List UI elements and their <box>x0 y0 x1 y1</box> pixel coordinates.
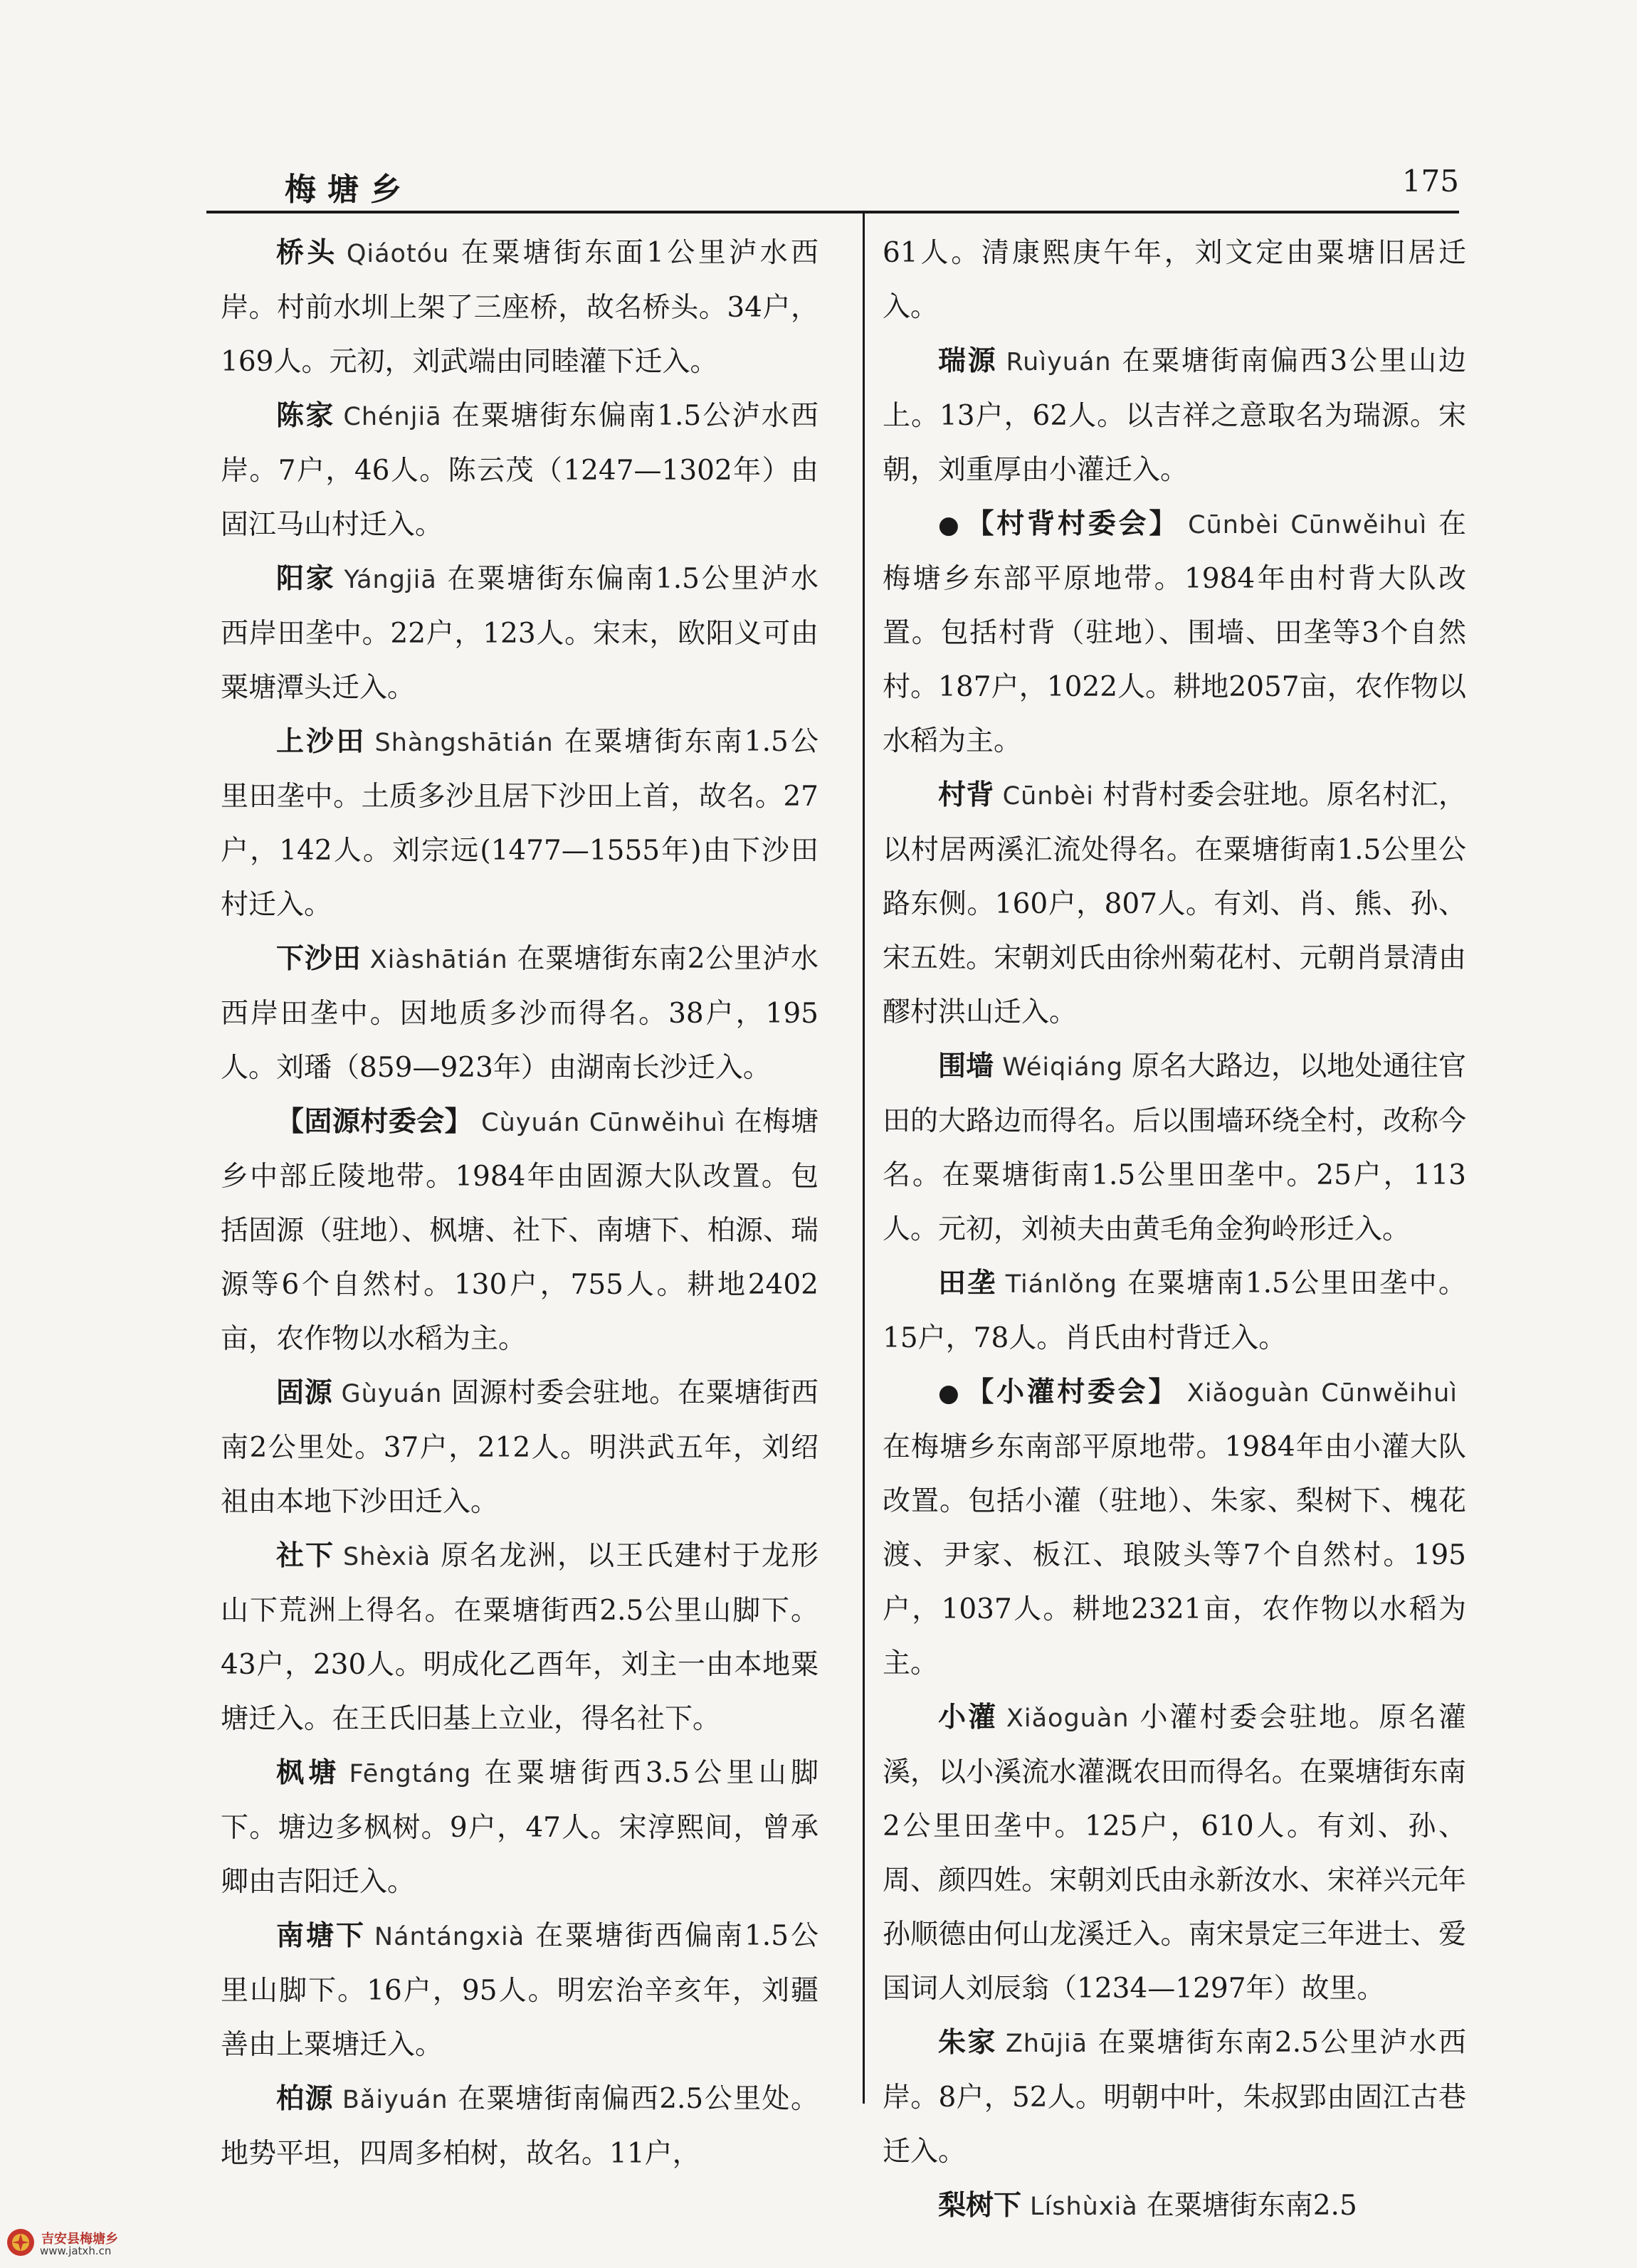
entry-pinyin: Líshùxià <box>1030 2193 1138 2221</box>
entry-pinyin: Chénjiā <box>343 403 442 431</box>
entry <box>883 226 1466 334</box>
entry <box>221 2072 818 2181</box>
entry-pinyin: Nántángxià <box>374 1923 525 1951</box>
entry-name: 社下 <box>276 1540 335 1572</box>
entry-pinyin: Cūnbèi Cūnwěihuì <box>1188 511 1428 539</box>
entry <box>883 769 1466 1040</box>
entry-text: 在粟塘街东南2公里泸水西岸田垄中。因地质多沙而得名。38户，195人。刘璠（859—923年）由湖南长沙迁入。 <box>221 943 818 1084</box>
entry-pinyin: Xiǎoguàn <box>1006 1704 1130 1733</box>
entry-name: 梨树下 <box>938 2190 1022 2222</box>
entry <box>883 1040 1466 1257</box>
entry-pinyin: Wéiqiáng <box>1002 1053 1123 1082</box>
watermark-title: 吉安县梅塘乡 <box>41 2232 118 2247</box>
entry-pinyin: Shàngshātián <box>374 729 554 757</box>
entry <box>221 932 818 1095</box>
entry-text: 在粟塘街东南2.5 <box>1146 2190 1357 2222</box>
entry <box>221 1366 818 1529</box>
page-number: 175 <box>1401 164 1459 199</box>
entry-pinyin: Zhūjiā <box>1005 2030 1088 2058</box>
entry <box>883 2179 1466 2234</box>
entry-pinyin: Gùyuán <box>341 1380 443 1408</box>
entry <box>221 1746 818 1909</box>
entry <box>221 1909 818 2072</box>
entry-name: 阳家 <box>276 563 336 595</box>
entry-name: 【村背村委会】 <box>966 508 1180 540</box>
entry-text: 在梅塘乡东部平原地带。1984年由村背大队改置。包括村背（驻地）、围墙、田垄等3个自然村。187户，1022人。耕地2057亩，农作物以水稻为主。 <box>883 508 1466 757</box>
entry <box>221 389 818 552</box>
entry <box>221 552 818 715</box>
emblem-icon <box>6 2227 36 2257</box>
entry-name: 瑞源 <box>938 345 998 377</box>
entry-name: 村背 <box>938 779 994 811</box>
entry-name: 枫塘 <box>276 1757 341 1789</box>
entry-text: 在梅塘乡东南部平原地带。1984年由小灌大队改置。包括小灌（驻地）、朱家、梨树下、槐花渡、尹家、板江、琅陂头等7个自然村。195户，1037人。耕地2321亩，农作物以水稻为主。 <box>883 1431 1466 1679</box>
entry-text: 固源村委会驻地。在粟塘街西南2公里处。37户，212人。明洪武五年，刘绍祖由本地下沙田迁入。 <box>221 1377 818 1518</box>
entry-text: 原名大路边，以地处通往官田的大路边而得名。后以围墙环绕全村，改称今名。在粟塘街南1.5公里田垄中。25户，113人。元初，刘祯夫由黄毛角金狗岭形迁入。 <box>883 1050 1466 1245</box>
entry-pinyin: Fēngtáng <box>349 1760 472 1788</box>
entry-text: 村背村委会驻地。原名村汇，以村居两溪汇流处得名。在粟塘街南1.5公里公路东侧。160户，807人。有刘、肖、熊、孙、宋五姓。宋朝刘氏由徐州菊花村、元朝肖景清由醪村洪山迁入。 <box>883 779 1466 1028</box>
entry-name: 陈家 <box>276 400 335 432</box>
entry <box>883 1691 1466 2016</box>
entry <box>221 226 818 389</box>
entry-text: 在粟塘街东南1.5公里田垄中。土质多沙且居下沙田上首，故名。27户，142人。刘宗远(1477—1555年)由下沙田村迁入。 <box>221 726 818 921</box>
entry-name: 下沙田 <box>276 943 362 975</box>
entry-text: 在粟塘街东偏南1.5公里泸水西岸田垄中。22户，123人。宋末，欧阳义可由粟塘潭头迁入。 <box>221 563 818 704</box>
left-column <box>221 226 818 2181</box>
entry-name: 固源 <box>276 1377 333 1409</box>
entry-text: 小灌村委会驻地。原名灌溪，以小溪流水灌溉农田而得名。在粟塘街东南2公里田垄中。125户，610人。有刘、孙、周、颜四姓。宋朝刘氏由永新汝水、宋祥兴元年孙顺德由何山龙溪迁入。南宋景定三年进士、爱国词人刘辰翁（1234—1297年）故里。 <box>883 1702 1466 2005</box>
entry-name: 田垄 <box>938 1267 997 1299</box>
header-rule <box>206 211 1459 213</box>
entry-pinyin: Xiàshātián <box>369 946 508 974</box>
entry-name: 南塘下 <box>276 1920 366 1952</box>
entry-name: 上沙田 <box>276 726 367 758</box>
entry-text: 在粟塘街西3.5公里山脚下。塘边多枫树。9户，47人。宋淳熙间，曾承卿由吉阳迁入。 <box>221 1757 818 1898</box>
entry-text: 原名龙洲，以王氏建村于龙形山下荒洲上得名。在粟塘街西2.5公里山脚下。43户，230人。明成化乙酉年，刘主一由本地粟塘迁入。在王氏旧基上立业，得名社下。 <box>221 1540 818 1735</box>
watermark <box>6 2227 162 2263</box>
entry-name: 朱家 <box>938 2027 997 2059</box>
bullet-icon: ● <box>938 1379 962 1408</box>
entry <box>221 1529 818 1746</box>
entry-text: 在梅塘乡中部丘陵地带。1984年由固源大队改置。包括固源（驻地）、枫塘、社下、南塘下、柏源、瑞源等6个自然村。130户，755人。耕地2402亩，农作物以水稻为主。 <box>221 1106 818 1355</box>
entry <box>883 497 1466 769</box>
entry-text: 在粟塘街东偏南1.5公泸水西岸。7户，46人。陈云茂（1247—1302年）由固江马山村迁入。 <box>221 400 818 541</box>
watermark-url: www.jatxh.cn <box>40 2245 112 2257</box>
entry-text: 在粟塘街东南2.5公里泸水西岸。8户，52人。明朝中叶，朱叔郢由固江古巷迁入。 <box>883 2027 1466 2168</box>
entry-name: 围墙 <box>938 1050 994 1082</box>
entry <box>883 1366 1466 1691</box>
entry-pinyin: Cūnbèi <box>1002 782 1094 811</box>
entry <box>221 715 818 932</box>
entry-pinyin: Ruìyuán <box>1006 348 1112 376</box>
entry-text: 在粟塘街东面1公里泸水西岸。村前水圳上架了三座桥，故名桥头。34户，169人。元初，刘武端由同睦灌下迁入。 <box>221 237 818 378</box>
entry-text: 在粟塘街南偏西2.5公里处。地势平坦，四周多柏树，故名。11户， <box>221 2083 818 2170</box>
entry <box>883 334 1466 497</box>
entry-text: 61人。清康熙庚午年，刘文定由粟塘旧居迁入。 <box>883 237 1466 323</box>
entry-name: 【固源村委会】 <box>276 1106 473 1138</box>
entry <box>221 1095 818 1366</box>
bullet-icon: ● <box>938 511 962 539</box>
entry-name: 【小灌村委会】 <box>966 1376 1179 1408</box>
column-divider <box>863 211 865 2104</box>
right-column <box>883 226 1466 2234</box>
entry-pinyin: Cùyuán Cūnwěihuì <box>481 1109 726 1137</box>
entry-text: 在粟塘南1.5公里田垄中。15户，78人。肖氏由村背迁入。 <box>883 1267 1466 1354</box>
entry-pinyin: Shèxià <box>342 1543 431 1571</box>
entry-name: 桥头 <box>276 237 338 269</box>
page-title: 梅塘乡 <box>285 172 413 208</box>
entry <box>883 2016 1466 2179</box>
entry <box>883 1257 1466 1366</box>
entry-pinyin: Xiǎoguàn Cūnwěihuì <box>1186 1379 1458 1408</box>
page-header <box>206 158 1459 208</box>
entry-name: 小灌 <box>938 1702 998 1734</box>
entry-pinyin: Tiánlǒng <box>1005 1270 1117 1299</box>
entry-pinyin: Bǎiyuán <box>342 2086 448 2114</box>
entry-text: 在粟塘街南偏西3公里山边上。13户，62人。以吉祥之意取名为瑞源。宋朝，刘重厚由小灌迁入。 <box>883 345 1466 486</box>
entry-name: 柏源 <box>276 2083 334 2115</box>
entry-text: 在粟塘街西偏南1.5公里山脚下。16户，95人。明宏治辛亥年，刘疆善由上粟塘迁入。 <box>221 1920 818 2061</box>
entry-pinyin: Yángjiā <box>344 566 437 594</box>
entry-pinyin: Qiáotóu <box>346 240 450 268</box>
